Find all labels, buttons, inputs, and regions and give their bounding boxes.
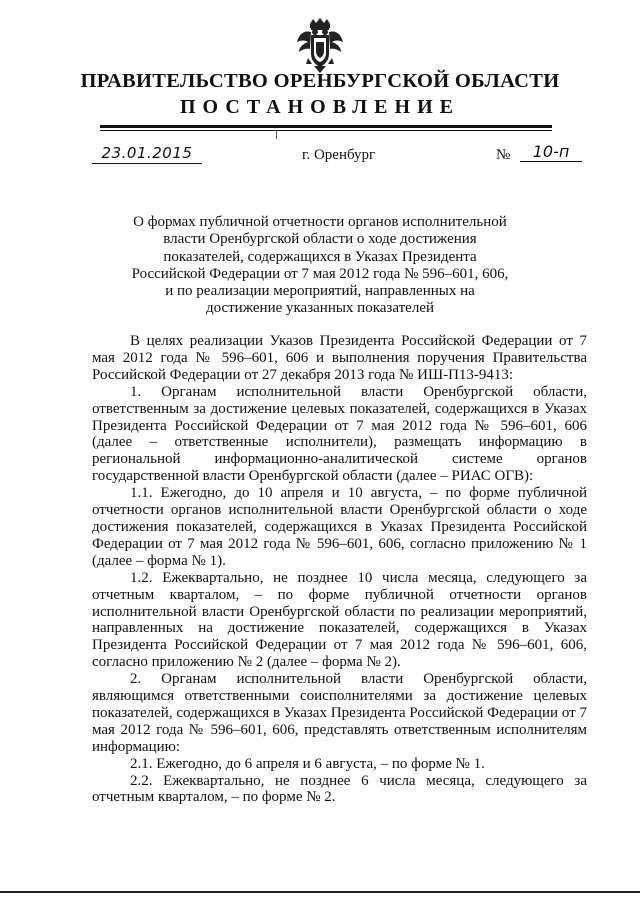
body-paragraph-1: 1. Органам исполнительной власти Оренбургской области, ответственным за достижение целевых показателей, содержащихся в Указах Президента Российской Федерации от 7 мая 2012 года № 596–601, 606 (далее – ответственные исполнители), размещать информацию в региональной информационно-аналитической системе органов государственной власти Оренбургской области (далее – РИАС ОГВ): — [92, 383, 587, 485]
document-type: ПОСТАНОВЛЕНИЕ — [180, 96, 460, 118]
header-tick-mark — [276, 131, 277, 139]
document-city: г. Оренбург — [302, 147, 376, 163]
body-paragraph-2-2: 2.2. Ежеквартально, не позднее 6 числа месяца, следующего за отчетным кварталом, – по форме № 2. — [92, 772, 587, 806]
government-title: ПРАВИТЕЛЬСТВО ОРЕНБУРГСКОЙ ОБЛАСТИ — [80, 70, 560, 92]
body-paragraph-1-2: 1.2. Ежеквартально, не позднее 10 числа месяца, следующего за отчетным кварталом, – по форме публичной отчетности органов исполнительной власти Оренбургской области по реализации мероприятий, направленных на достижение показателей, содержащихся в Указах Президента Российской Федерации от 7 мая 2012 года № 596–601, 606, согласно приложению № 2 (далее – форма № 2). — [92, 569, 587, 671]
header-rule-thick — [100, 125, 552, 128]
document-number: 10-п — [520, 142, 582, 162]
number-sign: № — [496, 147, 511, 163]
page-bottom-rule — [0, 891, 640, 893]
body-paragraph-2: 2. Органам исполнительной власти Оренбургской области, являющимся ответственными соисполнителями за достижение целевых показателей, содержащихся в Указах Президента Российской Федерации от 7 мая 2012 года № 596–601, 606, представлять ответственным исполнителям информацию: — [92, 671, 587, 755]
header-rule-thin — [100, 130, 552, 131]
document-subject: О формах публичной отчетности органов исполнительной власти Оренбургской области о ходе достижения показателей, содержащихся в Указах Президента Российской Федерации от 7 мая 2012 года № 596–601, 606, и по реализации мероприятий, направленных на достижение указанных показателей — [131, 214, 509, 317]
document-body — [92, 333, 587, 806]
document-date: 23.01.2015 — [92, 144, 202, 164]
orenburg-coat-of-arms-icon — [296, 18, 344, 74]
body-paragraph-2-1: 2.1. Ежегодно, до 6 апреля и 6 августа, – по форме № 1. — [130, 755, 485, 772]
body-paragraph-preamble: В целях реализации Указов Президента Российской Федерации от 7 мая 2012 года № 596–601, 606 и выполнения поручения Правительства Российской Федерации от 27 декабря 2013 года № ИШ-П13-9413: — [92, 333, 587, 383]
body-paragraph-1-1: 1.1. Ежегодно, до 10 апреля и 10 августа, – по форме публичной отчетности органов исполнительной власти Оренбургской области о ходе достижения показателей, содержащихся в Указах Президента Российской Федерации от 7 мая 2012 года № 596–601, 606, согласно приложению № 1 (далее – форма № 1). — [92, 485, 587, 569]
